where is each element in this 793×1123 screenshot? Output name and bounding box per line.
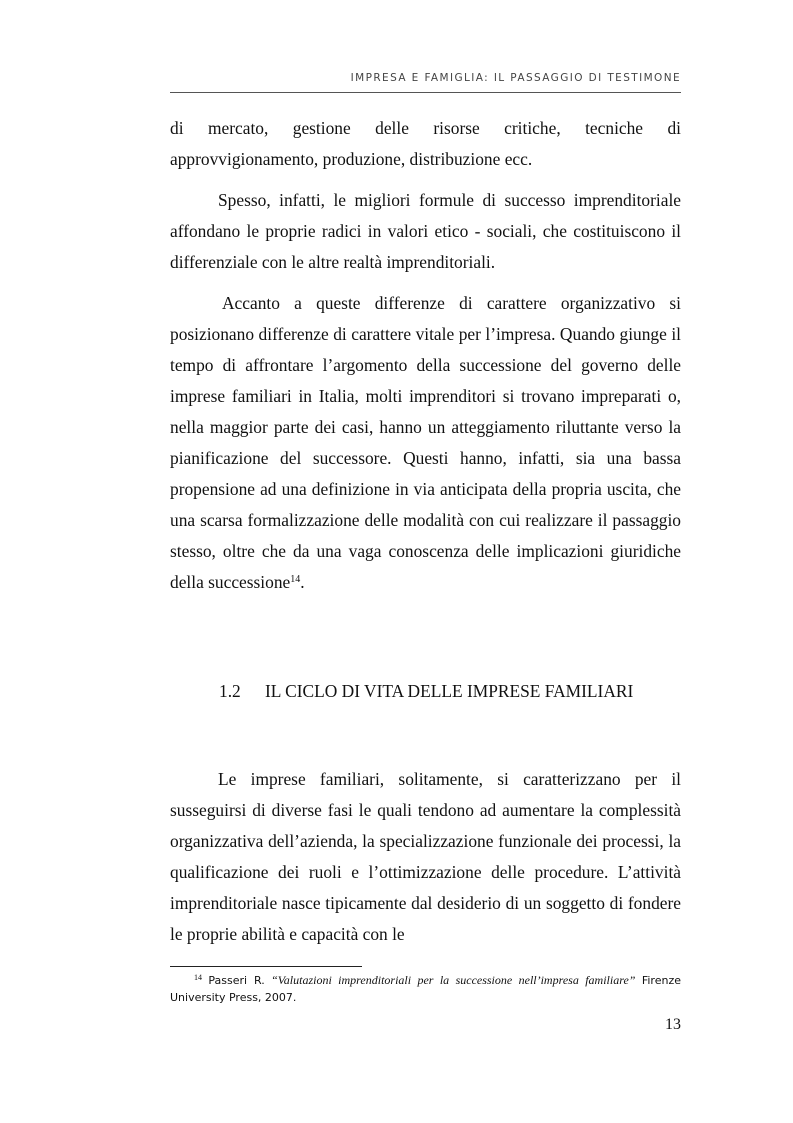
section-title: IL CICLO DI VITA DELLE IMPRESE FAMILIARI (265, 681, 634, 701)
paragraph-3 (170, 288, 681, 598)
footnote-reference[interactable]: 14 (290, 574, 301, 585)
footnote-number: 14 (194, 973, 202, 982)
paragraph-3-text: Accanto a queste differenze di carattere organizzativo si posizionano differenze di carattere vitale per l’impresa. Quando giunge il tempo di affrontare l’argomento della successione del governo delle imprese familiari in Italia, molti imprenditori si trovano impreparati o, nella maggior parte dei casi, hanno un atteggiamento riluttante verso la pianificazione del successore. Questi hanno, infatti, sia una bassa propensione ad una definizione in via anticipata della propria uscita, che una scarsa formalizzazione delle modalità con cui realizzare il passaggio stesso, oltre che da una vaga conoscenza delle implicazioni giuridiche della successione (170, 293, 681, 592)
paragraph-1: di mercato, gestione delle risorse critiche, tecniche di approvvigionamento, produzione, distribuzione ecc. (170, 118, 681, 169)
footnote-publisher: Firenze University Press, 2007. (170, 974, 681, 1004)
page-number: 13 (665, 1016, 681, 1033)
footnote-rule (170, 966, 362, 967)
section-heading (219, 679, 633, 703)
footnote-title: “Valutazioni imprenditoriali per la successione nell’impresa familiare” (271, 973, 636, 987)
header-rule (170, 92, 681, 93)
footnote (170, 972, 681, 1006)
section-number: 1.2 (219, 681, 241, 701)
footnote-author: Passeri R. (208, 974, 265, 987)
paragraph-4: Le imprese familiari, solitamente, si caratterizzano per il susseguirsi di diverse fasi le quali tendono ad aumentare la complessità organizzativa dell’azienda, la specializzazione funzionale dei processi, la qualificazione dei ruoli e l’ottimizzazione delle procedure. L’attività imprenditoriale nasce tipicamente dal desiderio di un soggetto di fondere le proprie abilità e capacità con le (170, 769, 681, 944)
paragraph-3-end: . (300, 572, 305, 592)
running-header: IMPRESA E FAMIGLIA: IL PASSAGGIO DI TESTIMONE (350, 72, 681, 84)
paragraph-2: Spesso, infatti, le migliori formule di successo imprenditoriale affondano le proprie radici in valori etico - sociali, che costituiscono il differenziale con le altre realtà imprenditoriali. (170, 190, 681, 272)
